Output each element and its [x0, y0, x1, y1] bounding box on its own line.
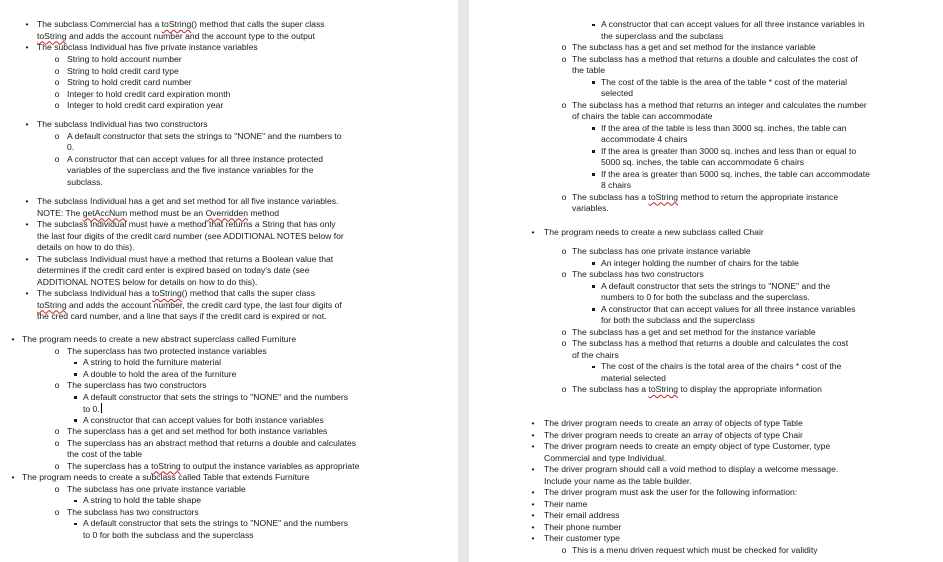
text-run: The subclass has two constructors	[67, 506, 199, 517]
text-run: Include your name as the table builder.	[544, 475, 692, 486]
text-run: If the area of the table is less than 3000 sq. inches, the table can	[601, 122, 847, 133]
text-run: selected	[601, 88, 634, 98]
text-run: determines if the credit card enter is expired based on today's date (see	[37, 265, 310, 275]
text-run: Their name	[544, 498, 588, 509]
text-run: the cost of the table	[67, 449, 143, 459]
text-line	[67, 66, 179, 78]
text-run: to 0.	[83, 404, 100, 414]
circle-bullet-icon: o	[561, 42, 567, 52]
text-line	[83, 369, 236, 381]
text-run: accommodate 4 chairs	[601, 134, 688, 144]
text-run: () method that calls the super class	[181, 288, 316, 298]
text-run: The program needs to create a subclass called Table that extends Furniture	[22, 472, 310, 482]
text-run: A default constructor that sets the strings to "NONE" and the	[601, 280, 831, 291]
bullet-icon: •	[531, 429, 535, 440]
text-line	[544, 476, 692, 488]
bullet-icon: •	[25, 19, 29, 29]
text-run: A default constructor that sets the strings to "NONE" and the numbers	[83, 391, 349, 402]
bullet-icon: •	[25, 119, 29, 129]
bullet-icon: •	[11, 472, 15, 482]
text-line	[572, 338, 848, 350]
circle-bullet-icon: o	[561, 326, 567, 337]
square-bullet-icon	[592, 366, 595, 369]
bullet-icon: •	[25, 288, 29, 298]
text-run: The subclass has two constructors	[572, 269, 704, 279]
circle-bullet-icon: o	[54, 483, 60, 494]
text-line	[601, 134, 687, 146]
text-run: The superclass has a get and set method for both instance variables	[67, 426, 328, 436]
text-line	[37, 265, 310, 277]
square-bullet-icon	[74, 523, 77, 526]
text-line	[67, 131, 342, 143]
text-run: The subclass Individual has two constructors	[37, 119, 208, 129]
text-line	[67, 165, 314, 177]
bullet-icon: •	[25, 196, 29, 206]
text-line	[601, 157, 804, 169]
circle-bullet-icon: o	[54, 100, 60, 110]
text-run: Their customer type	[544, 533, 620, 543]
text-line	[572, 42, 816, 54]
text-line	[572, 246, 751, 258]
text-line	[67, 142, 74, 154]
text-line	[601, 19, 865, 31]
text-run: The cost of the table is the area of the table * cost of the material	[601, 76, 848, 87]
text-line	[601, 373, 666, 385]
text-run: The cost of the chairs is the total area of the chairs * cost of the	[601, 361, 842, 371]
square-bullet-icon	[74, 396, 77, 399]
text-run: of chairs the table can accommodate	[572, 111, 713, 121]
text-line	[22, 334, 296, 346]
text-line	[67, 177, 103, 189]
document-page-right[interactable]	[469, 0, 943, 562]
spellcheck-flagged-word: toString	[152, 288, 182, 298]
text-run: method to return the appropriate instance	[678, 191, 839, 202]
text-line	[67, 54, 182, 66]
circle-bullet-icon: o	[561, 191, 567, 202]
text-run: A constructor that can accept values for all three instance variables in	[601, 19, 865, 29]
text-run: A double to hold the area of the furniture	[83, 368, 237, 379]
document-page-left[interactable]	[0, 0, 458, 562]
square-bullet-icon	[592, 285, 595, 288]
text-line	[67, 484, 246, 496]
spellcheck-flagged-word: toString	[161, 19, 192, 29]
text-line	[37, 277, 257, 289]
text-run: The superclass has two constructors	[67, 380, 207, 390]
text-run: A string to hold the furniture material	[83, 357, 222, 367]
text-run: The superclass has an abstract method that returns a double and calculates	[67, 437, 357, 448]
text-run: String to hold credit card number	[67, 77, 192, 87]
text-cursor	[101, 403, 102, 413]
text-run: ADDITIONAL NOTES below for details on how to do this).	[37, 276, 258, 287]
circle-bullet-icon: o	[54, 460, 60, 471]
circle-bullet-icon: o	[561, 99, 567, 110]
text-line	[37, 311, 326, 323]
text-run: An integer holding the number of chairs for the table	[601, 257, 799, 268]
text-run: of the chairs	[572, 349, 619, 360]
text-line	[37, 219, 336, 231]
text-run: The subclass has one private instance variable	[67, 483, 246, 494]
text-line	[544, 453, 666, 465]
square-bullet-icon	[74, 419, 77, 422]
text-run: This is a menu driven request which must be checked for validity	[572, 544, 818, 555]
text-line	[544, 464, 838, 476]
text-run: String to hold account number	[67, 54, 182, 64]
circle-bullet-icon: o	[54, 506, 60, 517]
text-run: The superclass has two protected instance variables	[67, 345, 267, 356]
text-run: The subclass Individual must have a method that returns a Boolean value that	[37, 253, 334, 264]
bullet-icon: •	[531, 487, 535, 497]
text-line	[37, 196, 338, 208]
text-run: A constructor that can accept values for both instance variables	[83, 414, 324, 425]
circle-bullet-icon: o	[54, 426, 60, 436]
square-bullet-icon	[74, 500, 77, 503]
text-run: to output the instance variables as appropriate	[180, 460, 360, 471]
text-run: subclass.	[67, 176, 103, 187]
text-line	[544, 418, 803, 430]
text-run: If the area is greater than 3000 sq. inches and less than or equal to	[601, 145, 857, 156]
text-line	[572, 100, 867, 112]
text-line	[22, 472, 309, 484]
text-run: The subclass has one private instance variable	[572, 246, 751, 256]
text-run: The subclass has a method that returns an integer and calculates the number	[572, 99, 867, 110]
text-run: 0.	[67, 142, 75, 152]
text-run: The driver program needs to create an array of objects of type Chair	[544, 429, 803, 440]
text-run: The program needs to create a new abstract superclass called Furniture	[22, 334, 297, 344]
text-line	[544, 510, 619, 522]
text-line	[601, 146, 856, 158]
text-line	[83, 415, 324, 427]
text-line	[37, 231, 344, 243]
text-run: Their phone number	[544, 521, 622, 532]
spellcheck-flagged-word: toString	[37, 30, 67, 41]
text-run: and adds the account number and the account type to the output	[66, 30, 316, 41]
circle-bullet-icon: o	[54, 437, 60, 448]
spellcheck-flagged-word: getAccNum	[82, 207, 128, 218]
spellcheck-flagged-word: Overridden	[205, 207, 248, 218]
text-run: details on how to do this).	[37, 242, 135, 252]
text-run: The subclass Individual has a get and set method for all five instance variables.	[37, 196, 339, 206]
text-line	[67, 100, 223, 112]
bullet-icon: •	[531, 498, 535, 509]
text-run: The subclass Commercial has a	[37, 19, 162, 29]
text-run: variables of the superclass and the five instance variables for the	[67, 165, 314, 175]
text-line	[83, 392, 348, 404]
text-line	[37, 42, 258, 54]
square-bullet-icon	[592, 173, 595, 176]
text-line	[601, 361, 841, 373]
text-run: The driver program needs to create an empty object of type Customer, type	[544, 441, 831, 451]
text-line	[572, 327, 816, 339]
circle-bullet-icon: o	[54, 380, 60, 390]
text-run: A constructor that can accept values for all three instance variables	[601, 303, 856, 314]
text-line	[601, 281, 830, 293]
square-bullet-icon	[592, 81, 595, 84]
text-run: The subclass has a	[572, 384, 649, 394]
text-line	[572, 545, 818, 557]
circle-bullet-icon: o	[561, 384, 567, 394]
text-line	[572, 384, 822, 396]
circle-bullet-icon: o	[561, 544, 567, 555]
text-line	[572, 192, 838, 204]
text-run: variables.	[572, 203, 609, 213]
text-run: for both the subclass and the superclass	[601, 315, 755, 325]
circle-bullet-icon: o	[54, 77, 60, 87]
text-line	[544, 522, 621, 534]
text-line	[601, 315, 755, 327]
bullet-icon: •	[531, 441, 535, 451]
text-run: The subclass has a	[572, 191, 649, 202]
text-line	[572, 111, 712, 123]
text-run: material selected	[601, 372, 666, 383]
text-line	[601, 292, 810, 304]
text-line	[37, 300, 342, 312]
bullet-icon: •	[531, 227, 535, 237]
text-run: A constructor that can accept values for all three instance protected	[67, 153, 324, 164]
text-line	[67, 89, 230, 101]
text-line	[544, 227, 764, 239]
text-line	[572, 269, 704, 281]
circle-bullet-icon: o	[54, 345, 60, 356]
text-line	[67, 154, 323, 166]
circle-bullet-icon: o	[54, 65, 60, 76]
text-line	[601, 77, 847, 89]
text-run: A default constructor that sets the strings to "NONE" and the numbers	[83, 518, 349, 528]
text-line	[37, 254, 333, 266]
text-run: the table	[572, 65, 605, 75]
text-line	[67, 449, 142, 461]
circle-bullet-icon: o	[561, 269, 567, 279]
text-run: The subclass Individual has five private instance variables	[37, 42, 258, 52]
text-line	[601, 304, 856, 316]
text-line	[544, 441, 830, 453]
text-run: The driver program needs to create an array of objects of type Table	[544, 418, 803, 428]
bullet-icon: •	[11, 334, 15, 344]
text-line	[601, 88, 633, 100]
text-line	[83, 518, 348, 530]
text-line	[67, 507, 199, 519]
text-line	[67, 77, 192, 89]
circle-bullet-icon: o	[54, 153, 60, 164]
circle-bullet-icon: o	[561, 338, 567, 348]
square-bullet-icon	[592, 262, 595, 265]
text-line	[37, 242, 134, 254]
spellcheck-flagged-word: toString	[648, 384, 679, 394]
text-run: The subclass has a method that returns a double and calculates the cost	[572, 338, 849, 348]
text-run: The superclass has a	[67, 460, 152, 471]
text-run: method must be an	[127, 207, 206, 218]
text-line	[572, 203, 609, 215]
text-run: A string to hold the table shape	[83, 495, 202, 505]
text-line	[67, 346, 267, 358]
bullet-icon: •	[531, 521, 535, 532]
circle-bullet-icon: o	[561, 246, 567, 256]
text-run: The subclass has a method that returns a double and calculates the cost of	[572, 53, 858, 64]
text-line	[37, 119, 208, 131]
text-run: () method that calls the super class	[191, 19, 325, 29]
text-line	[601, 31, 723, 43]
text-run: the cred card number, and a line that says if the credit card is expired or not.	[37, 311, 327, 321]
text-line	[67, 426, 327, 438]
text-run: Their email address	[544, 510, 620, 520]
text-line	[67, 380, 206, 392]
text-run: to display the appropriate information	[678, 384, 822, 394]
bullet-icon: •	[531, 418, 535, 428]
text-run: The program needs to create a new subclass called Chair	[544, 227, 764, 237]
text-line	[544, 487, 797, 499]
text-line	[83, 357, 221, 369]
text-run: 5000 sq. inches, the table can accommodate 6 chairs	[601, 157, 805, 167]
text-line	[572, 65, 605, 77]
circle-bullet-icon: o	[54, 54, 60, 64]
text-run: If the area is greater than 5000 sq. inches, the table can accommodate	[601, 168, 870, 179]
text-run: and adds the account number, the credit card type, the last four digits of	[66, 299, 342, 310]
square-bullet-icon	[74, 373, 77, 376]
text-line	[67, 438, 356, 450]
text-run: Integer to hold credit card expiration month	[67, 88, 231, 99]
circle-bullet-icon: o	[54, 130, 60, 141]
text-run: A default constructor that sets the strings to "NONE" and the numbers to	[67, 130, 342, 141]
text-run: The subclass Individual has a	[37, 288, 153, 298]
text-run: the superclass and the subclass	[601, 30, 724, 41]
text-line	[572, 54, 858, 66]
text-line	[67, 461, 359, 473]
text-line	[83, 495, 201, 507]
text-line	[83, 530, 254, 542]
text-run: The subclass has a get and set method for the instance variable	[572, 42, 816, 52]
text-run: The driver program must ask the user for the following information:	[544, 487, 798, 497]
spellcheck-flagged-word: toString	[37, 299, 67, 310]
circle-bullet-icon: o	[54, 88, 60, 99]
text-run: Commercial and type Individual.	[544, 452, 667, 463]
bullet-icon: •	[25, 42, 29, 52]
spellcheck-flagged-word: toString	[151, 460, 181, 471]
square-bullet-icon	[592, 127, 595, 130]
text-run: Integer to hold credit card expiration year	[67, 100, 224, 110]
text-line	[544, 533, 620, 545]
square-bullet-icon	[592, 150, 595, 153]
bullet-icon: •	[531, 464, 535, 474]
text-line	[601, 123, 847, 135]
text-line	[601, 169, 870, 181]
text-line	[572, 350, 619, 362]
square-bullet-icon	[74, 362, 77, 365]
text-line	[37, 31, 315, 43]
text-line	[601, 180, 631, 192]
text-run: The subclass Individual must have a method that returns a String that has only	[37, 219, 336, 229]
bullet-icon: •	[25, 253, 29, 264]
circle-bullet-icon: o	[561, 53, 567, 64]
text-run: the last four digits of the credit card number (see ADDITIONAL NOTES below for	[37, 230, 344, 241]
text-run: String to hold credit card type	[67, 65, 179, 76]
text-line	[37, 208, 279, 220]
text-run: The driver program should call a void method to display a welcome message.	[544, 464, 839, 474]
square-bullet-icon	[592, 308, 595, 311]
text-run: NOTE: The	[37, 207, 83, 218]
text-run: to 0 for both the subclass and the superclass	[83, 529, 254, 540]
text-run: numbers to 0 for both the subclass and the superclass.	[601, 292, 810, 302]
text-run: method	[247, 207, 280, 218]
text-line	[601, 258, 799, 270]
bullet-icon: •	[25, 219, 29, 229]
text-line	[37, 19, 325, 31]
bullet-icon: •	[531, 533, 535, 543]
text-run: 8 chairs	[601, 180, 632, 190]
text-run: The subclass has a get and set method for the instance variable	[572, 326, 816, 337]
text-line	[544, 499, 587, 511]
text-line	[37, 288, 315, 300]
text-line	[544, 430, 803, 442]
bullet-icon: •	[531, 510, 535, 520]
spellcheck-flagged-word: toString	[648, 191, 679, 202]
square-bullet-icon	[592, 24, 595, 27]
